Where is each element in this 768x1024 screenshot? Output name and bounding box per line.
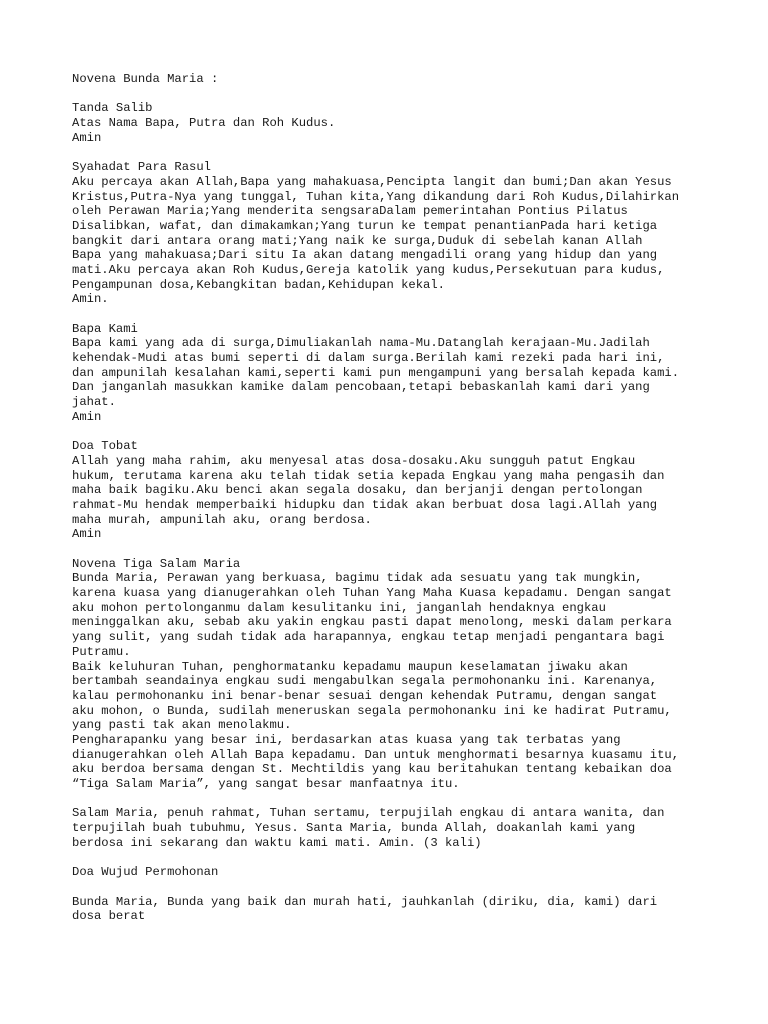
text-line: Pengampunan dosa,Kebangkitan badan,Kehidupan kekal. — [72, 277, 445, 292]
text-line: “Tiga Salam Maria”, yang sangat besar manfaatnya itu. — [72, 777, 460, 791]
text-line: mati.Aku percaya akan Roh Kudus,Gereja katolik yang kudus,Persekutuan para kudus, — [72, 262, 665, 277]
text-line: Doa Tobat — [72, 439, 138, 454]
text-line: yang sulit, yang sudah tidak ada harapannya, engkau tetap menjadi pengantara bagi — [72, 630, 665, 645]
text-line: Dan janganlah masukkan kamike dalam pencobaan,tetapi bebaskanlah kami dari yang — [72, 380, 650, 395]
text-line: Putramu. — [72, 644, 131, 659]
text-line: Amin — [72, 527, 102, 542]
text-line: Amin. — [72, 292, 109, 307]
blank-line — [72, 425, 712, 440]
text-line: Novena Bunda Maria : — [72, 72, 219, 86]
text-line: Bunda Maria, Perawan yang berkuasa, bagimu tidak ada sesuatu yang tak mungkin, — [72, 571, 643, 586]
text-line: Syahadat Para Rasul — [72, 160, 211, 175]
text-line: meninggalkan aku, sebab aku yakin engkau pasti dapat menolong, meski dalam perkara — [72, 615, 672, 630]
blank-line — [72, 542, 712, 557]
text-line: aku berdoa bersama dengan St. Mechtildis yang kau beritahukan tentang kebaikan doa — [72, 762, 672, 777]
blank-line — [72, 145, 712, 160]
text-line: kalau permohonanku ini benar-benar sesuai dengan kehendak Putramu, dengan sangat — [72, 688, 658, 703]
text-line: Novena Tiga Salam Maria — [72, 556, 241, 571]
text-line: Salam Maria, penuh rahmat, Tuhan sertamu, terpujilah engkau di antara wanita, dan — [72, 806, 665, 821]
blank-line — [72, 87, 712, 102]
blank-line — [72, 307, 712, 322]
text-line: aku mohon, o Bunda, sudilah meneruskan segala permohonanku ini ke hadirat Putramu, — [72, 703, 672, 718]
text-line: oleh Perawan Maria;Yang menderita sengsaraDalam pemerintahan Pontius Pilatus — [72, 204, 628, 219]
blank-line — [72, 850, 712, 865]
text-line: bangkit dari antara orang mati;Yang naik ke surga,Duduk di sebelah kanan Allah — [72, 233, 643, 248]
text-line: Amin — [72, 130, 102, 145]
text-line: dianugerahkan oleh Allah Bapa kepadamu. Dan untuk menghormati besarnya kuasamu itu, — [72, 747, 680, 762]
text-line: Bapa kami yang ada di surga,Dimuliakanlah nama-Mu.Datanglah kerajaan-Mu.Jadilah — [72, 336, 650, 351]
text-line: Atas Nama Bapa, Putra dan Roh Kudus. — [72, 116, 336, 131]
blank-line — [72, 880, 712, 895]
text-line: Disalibkan, wafat, dan dimakamkan;Yang turun ke tempat penantianPada hari ketiga — [72, 218, 658, 233]
text-line: bertambah seandainya engkau sudi mengabulkan segala permohonanku ini. Karenanya, — [72, 674, 658, 689]
text-line: hukum, terutama karena aku telah tidak setia kepada Engkau yang maha pengasih dan — [72, 468, 665, 483]
document-page — [72, 72, 712, 924]
text-line: dosa berat — [72, 909, 146, 924]
text-line: Baik keluhuran Tuhan, penghormatanku kepadamu maupun keselamatan jiwaku akan — [72, 659, 628, 674]
text-line: dan ampunilah kesalahan kami,seperti kami pun mengampuni yang bersalah kepada kami. — [72, 365, 680, 380]
text-line: Aku percaya akan Allah,Bapa yang mahakuasa,Pencipta langit dan bumi;Dan akan Yesus — [72, 174, 672, 189]
text-line: Bunda Maria, Bunda yang baik dan murah hati, jauhkanlah (diriku, dia, kami) dari — [72, 894, 658, 909]
text-line: Doa Wujud Permohonan — [72, 865, 219, 880]
text-line: kehendak-Mudi atas bumi seperti di dalam surga.Berilah kami rezeki pada hari ini, — [72, 351, 665, 366]
text-line: rahmat-Mu hendak memperbaiki hidupku dan tidak akan berbuat dosa lagi.Allah yang — [72, 497, 658, 512]
text-line: Pengharapanku yang besar ini, berdasarkan atas kuasa yang tak terbatas yang — [72, 732, 621, 747]
text-line: terpujilah buah tubuhmu, Yesus. Santa Maria, bunda Allah, doakanlah kami yang — [72, 821, 636, 836]
text-line: maha baik bagiku.Aku benci akan segala dosaku, dan berjanji dengan pertolongan — [72, 483, 643, 498]
text-line: Bapa Kami — [72, 321, 138, 336]
text-line: aku mohon pertolonganmu dalam kesulitanku ini, janganlah hendaknya engkau — [72, 600, 606, 615]
text-line: yang pasti tak akan menolakmu. — [72, 718, 292, 733]
text-line: Kristus,Putra-Nya yang tunggal, Tuhan kita,Yang dikandung dari Roh Kudus,Dilahirkan — [72, 189, 680, 204]
text-line: Tanda Salib — [72, 101, 153, 116]
text-line: karena kuasa yang dianugerahkan oleh Tuhan Yang Maha Kuasa kepadamu. Dengan sangat — [72, 586, 672, 601]
text-line: Allah yang maha rahim, aku menyesal atas dosa-dosaku.Aku sungguh patut Engkau — [72, 453, 636, 468]
text-line: berdosa ini sekarang dan waktu kami mati. Amin. (3 kali) — [72, 835, 482, 850]
blank-line — [72, 792, 712, 807]
text-line: maha murah, ampunilah aku, orang berdosa. — [72, 512, 372, 527]
text-line: Amin — [72, 409, 102, 424]
text-line: Bapa yang mahakuasa;Dari situ Ia akan datang mengadili orang yang hidup dan yang — [72, 248, 658, 263]
text-line: jahat. — [72, 395, 116, 410]
